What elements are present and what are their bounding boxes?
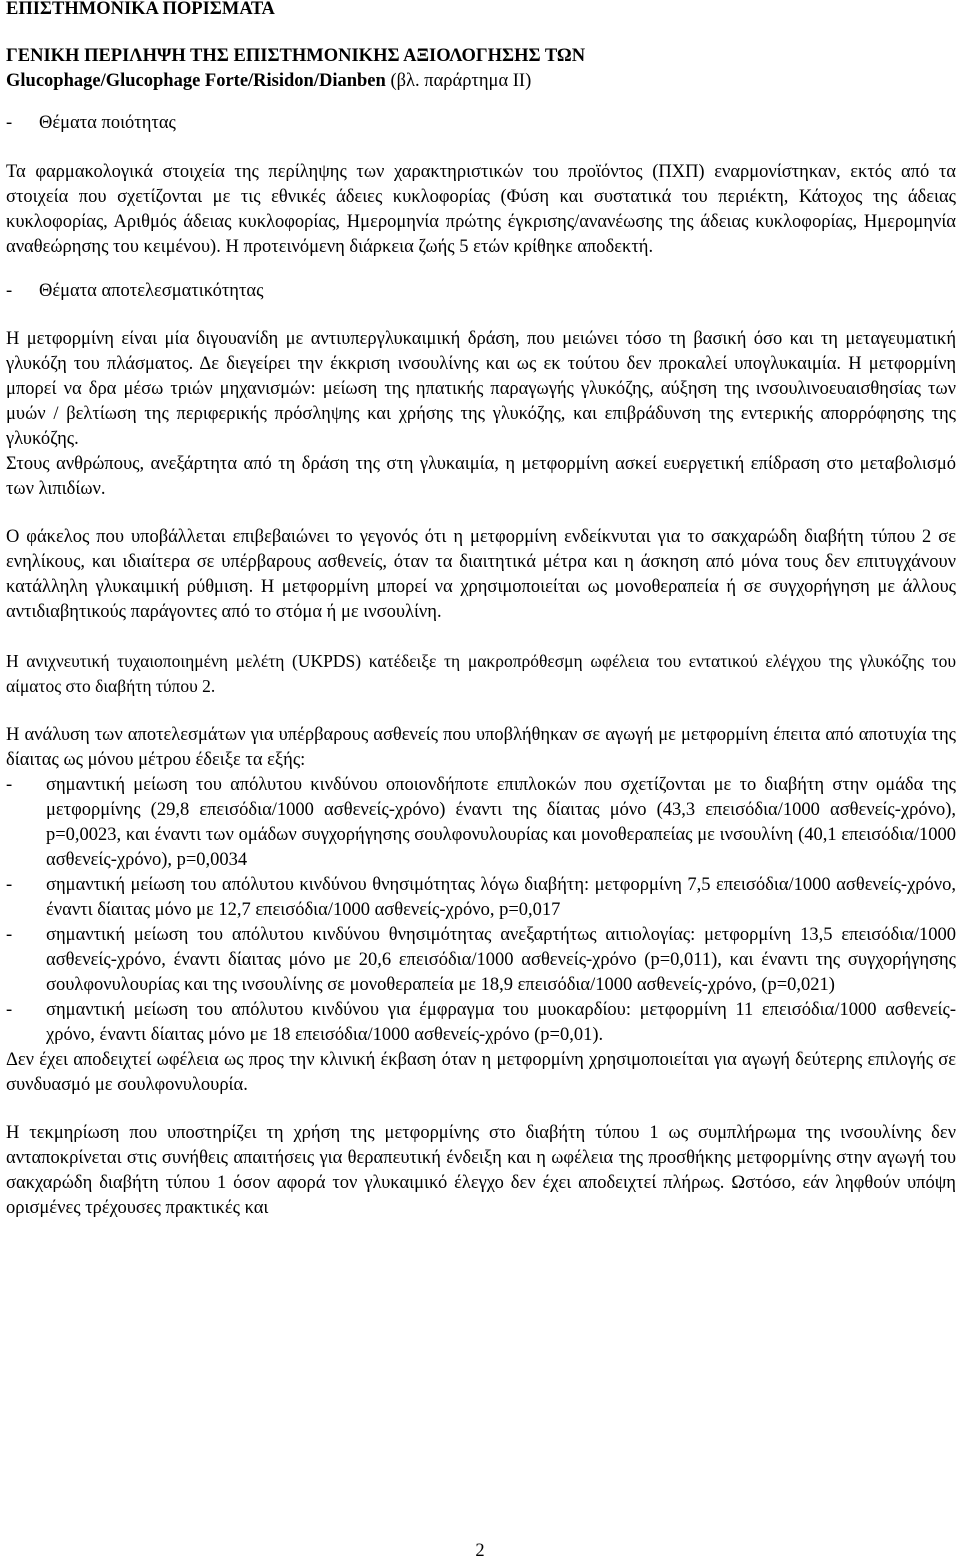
section-heading-line1: ΓΕΝΙΚΗ ΠΕΡΙΛΗΨΗ ΤΗΣ ΕΠΙΣΤΗΜΟΝΙΚΗΣ ΑΞΙΟΛΟΓΗΣΗΣ ΤΩΝ	[6, 46, 586, 66]
quality-heading-text: Θέματα ποιότητας	[39, 113, 176, 133]
finding-text: σημαντική μείωση του απόλυτου κινδύνου θνησιμότητας ανεξαρτήτως αιτιολογίας: μετφορμίνη 13,5 επεισόδια/1000 ασθενείς-χρόνο, έναντι δίαιτας μόνο με 20,6 επεισόδια/1000 ασθενείς-χρόνο (p=0,011), και έναντι της συγχορήγησης σουλφονυλουρίας και της ινσουλίνης σε μονοθεραπεία με 18,9 επεισόδια/1000 ασθενείς-χρόνο, (p=0,021)	[46, 925, 956, 995]
annex-reference: (βλ. παράρτημα ΙΙ)	[385, 71, 532, 91]
list-item	[6, 923, 956, 998]
document-title: ΕΠΙΣΤΗΜΟΝΙΚΑ ΠΟΡΙΣΜΑΤΑ	[6, 0, 275, 19]
type1-paragraph: Η τεκμηρίωση που υποστηρίζει τη χρήση της μετφορμίνης στο διαβήτη τύπου 1 ως συμπλήρωμα της ινσουλίνης δεν ανταποκρίνεται στις συνήθεις απαιτήσεις για θεραπευτική ένδειξη και η ωφέλεια της προσθήκης μετφορμίνης στην αγωγή του σακχαρώδη διαβήτη τύπου 1 όσον αφορά τον γλυκαιμικό έλεγχο δεν έχει αποδειχτεί πλήρως. Ωστόσο, εάν ληφθούν υπόψη ορισμένες τρέχουσες πρακτικές και	[6, 1123, 956, 1218]
dash-marker: -	[6, 925, 13, 945]
dash-marker: -	[6, 775, 13, 795]
product-names: Glucophage/Glucophage Forte/Risidon/Dianben	[6, 71, 386, 91]
quality-paragraph: Τα φαρμακολογικά στοιχεία της περίληψης των χαρακτηριστικών του προϊόντος (ΠΧΠ) εναρμονίστηκαν, εκτός από τα στοιχεία που σχετίζονται με τις εθνικές άδειες κυκλοφορίας (Φύση και συστατικά του περιέκτη, Κάτοχος της άδειας κυκλοφορίας, Αριθμός άδειας κυκλοφορίας, Ημερομηνία πρώτης έγκρισης/ανανέωσης της άδειας κυκλοφορίας, Ημερομηνία αναθεώρησης του κειμένου). Η προτεινόμενη διάρκεια ζωής 5 ετών κρίθηκε αποδεκτή.	[6, 162, 956, 257]
section-heading	[6, 44, 956, 94]
ukpds-paragraph: Η ανιχνευτική τυχαιοποιημένη μελέτη (UKPDS) κατέδειξε τη μακροπρόθεσμη ωφέλεια του εντατικού ελέγχου της γλυκόζης του αίματος στο διαβήτη τύπου 2.	[6, 651, 956, 696]
quality-heading	[6, 111, 956, 136]
analysis-intro: Η ανάλυση των αποτελεσμάτων για υπέρβαρους ασθενείς που υποβλήθηκαν σε αγωγή με μετφορμίνη έπειτα από αποτυχία της δίαιτας ως μόνου μέτρου έδειξε τα εξής:	[6, 725, 956, 770]
list-item	[6, 873, 956, 923]
finding-text: σημαντική μείωση του απόλυτου κινδύνου θνησιμότητας λόγω διαβήτη: μετφορμίνη 7,5 επεισόδια/1000 ασθενείς-χρόνο, έναντι δίαιτας μόνο με 12,7 επεισόδια/1000 ασθενείς-χρόνο, p=0,017	[46, 875, 956, 920]
dash-marker: -	[6, 1000, 13, 1020]
findings-list	[6, 773, 956, 1048]
efficacy-paragraph-2: Στους ανθρώπους, ανεξάρτητα από τη δράση της στη γλυκαιμία, η μετφορμίνη ασκεί ευεργετική επίδραση στο μεταβολισμό των λιπιδίων.	[6, 454, 956, 499]
list-item	[6, 773, 956, 873]
list-item	[6, 998, 956, 1048]
dossier-paragraph: Ο φάκελος που υποβάλλεται επιβεβαιώνει το γεγονός ότι η μετφορμίνη ενδείκνυται για το σακχαρώδη διαβήτη τύπου 2 σε ενηλίκους, και ιδιαίτερα σε υπέρβαρους ασθενείς, όταν τα διαιτητικά μέτρα και η άσκηση από μόνα τους δεν επιτυγχάνουν κατάλληλη γλυκαιμική ρύθμιση. Η μετφορμίνη μπορεί να χρησιμοποιείται ως μονοθεραπεία ή σε συγχορήγηση με άλλους αντιδιαβητικούς παράγοντες από το στόμα ή με ινσουλίνη.	[6, 527, 956, 622]
efficacy-heading-text: Θέματα αποτελεσματικότητας	[39, 281, 264, 301]
document-page	[6, 0, 956, 1221]
dash-marker: -	[6, 113, 13, 133]
efficacy-heading	[6, 279, 956, 304]
efficacy-paragraph-1: Η μετφορμίνη είναι μία διγουανίδη με αντιυπεργλυκαιμική δράση, που μειώνει τόσο τη βασική όσο και τη μεταγευματική γλυκόζη του πλάσματος. Δε διεγείρει την έκκριση ινσουλίνης και ως εκ τούτου δεν προκαλεί υπογλυκαιμία. Η μετφορμίνη μπορεί να δρα μέσω τριών μηχανισμών: μείωση της ηπατικής παραγωγής γλυκόζης, αύξηση της ινσουλινοευαισθησίας των μυών / βελτίωση της περιφερικής πρόσληψης και χρήσης της γλυκόζης, και επιβράδυνση της εντερικής απορρόφησης της γλυκόζης.	[6, 329, 956, 449]
dash-marker: -	[6, 281, 13, 301]
finding-text: σημαντική μείωση του απόλυτου κινδύνου οποιονδήποτε επιπλοκών που σχετίζονται με το διαβήτη στην ομάδα της μετφορμίνης (29,8 επεισόδια/1000 ασθενείς-χρόνο) έναντι της δίαιτας μόνο (43,3 επεισόδια/1000 ασθενείς-χρόνο), p=0,0023, και έναντι των ομάδων συγχορήγησης σουλφονυλουρίας και μονοθεραπείας με ινσουλίνη (40,1 επεισόδια/1000 ασθενείς-χρόνο), p=0,0034	[46, 775, 956, 870]
dash-marker: -	[6, 875, 13, 895]
page-number: 2	[475, 1541, 485, 1561]
second-line-paragraph: Δεν έχει αποδειχτεί ωφέλεια ως προς την κλινική έκβαση όταν η μετφορμίνη χρησιμοποιείται για αγωγή δεύτερης επιλογής σε συνδυασμό με σουλφονυλουρία.	[6, 1050, 956, 1095]
finding-text: σημαντική μείωση του απόλυτου κινδύνου για έμφραγμα του μυοκαρδίου: μετφορμίνη 11 επεισόδια/1000 ασθενείς-χρόνο, έναντι δίαιτας μόνο με 18 επεισόδια/1000 ασθενείς-χρόνο (p=0,01).	[46, 1000, 956, 1045]
